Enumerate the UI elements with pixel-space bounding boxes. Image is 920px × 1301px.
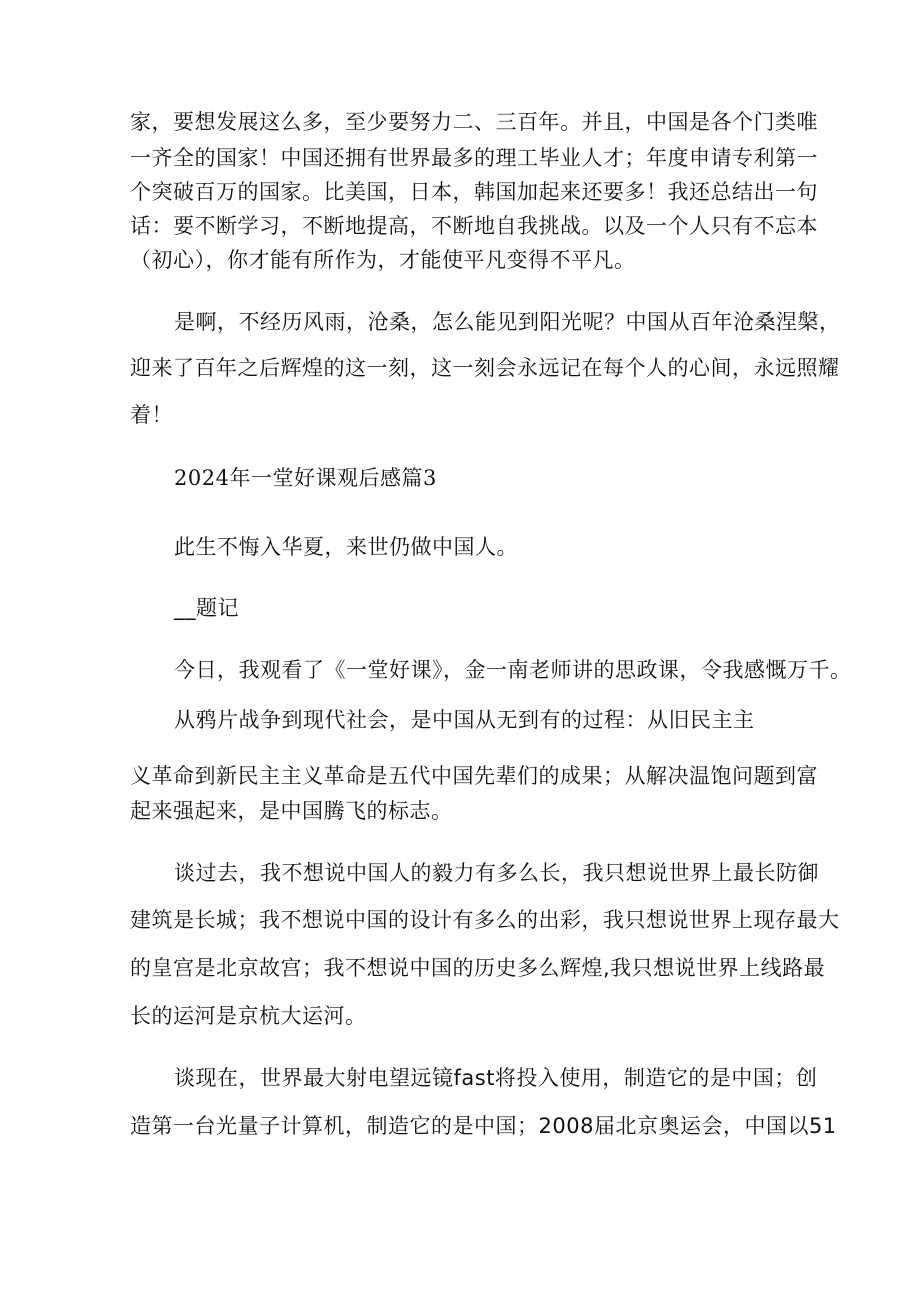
paragraph-line: 义革命到新民主主义革命是五代中国先辈们的成果；从解决温饱问题到富 — [130, 764, 818, 788]
paragraph-line: 从鸦片战争到现代社会，是中国从无到有的过程：从旧民主主 — [174, 708, 755, 732]
paragraph-line: 的皇宫是北京故宫；我不想说中国的历史多么辉煌,我只想说世界上线路最 — [130, 956, 826, 980]
paragraph-line: 谈现在，世界最大射电望远镜fast将投入使用，制造它的是中国；创 — [174, 1066, 818, 1090]
paragraph-line: 建筑是长城；我不想说中国的设计有多么的出彩，我只想说世界上现存最大 — [130, 908, 840, 932]
paragraph-line: 长的运河是京杭大运河。 — [130, 1004, 367, 1028]
section-heading: 2024年一堂好课观后感篇3 — [174, 466, 437, 490]
paragraph-line: 着！ — [130, 403, 173, 427]
epigraph: 此生不悔入华夏，来世仍做中国人。 — [174, 535, 518, 559]
paragraph-line: 造第一台光量子计算机，制造它的是中国；2008届北京奥运会，中国以51 — [130, 1114, 837, 1138]
paragraph-line: 话：要不断学习，不断地提高，不断地自我挑战。以及一个人只有不忘本 — [130, 214, 818, 238]
paragraph-line: 谈过去，我不想说中国人的毅力有多么长，我只想说世界上最长防御 — [174, 861, 819, 885]
paragraph-line: 一齐全的国家！中国还拥有世界最多的理工毕业人才；年度申请专利第一 — [130, 146, 818, 170]
paragraph-line: 今日，我观看了《一堂好课》，金一南老师讲的思政课，令我感慨万千。 — [174, 658, 852, 682]
paragraph-line: 起来强起来，是中国腾飞的标志。 — [130, 799, 453, 823]
paragraph-line: 是啊，不经历风雨，沧桑，怎么能见到阳光呢？中国从百年沧桑涅槃， — [174, 310, 841, 334]
epigraph-attribution: __题记 — [174, 596, 239, 620]
paragraph-line: （初心），你才能有所作为，才能使平凡变得不平凡。 — [130, 248, 636, 272]
paragraph-line: 个突破百万的国家。比美国，日本，韩国加起来还要多！我还总结出一句 — [130, 180, 818, 204]
paragraph-line: 迎来了百年之后辉煌的这一刻，这一刻会永远记在每个人的心间，永远照耀 — [130, 356, 840, 380]
paragraph-line: 家，要想发展这么多，至少要努力二、三百年。并且，中国是各个门类唯 — [130, 110, 818, 134]
